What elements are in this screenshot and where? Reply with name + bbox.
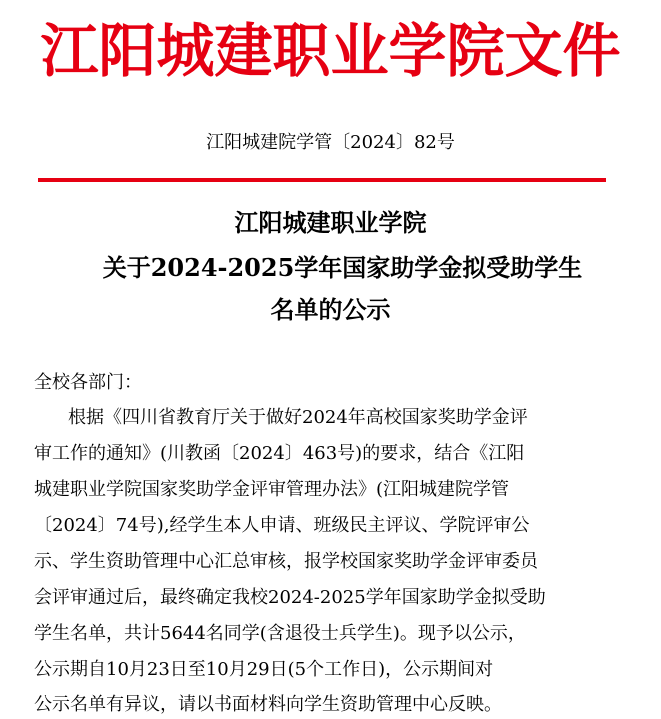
body-line: 公示名单有异议，请以书面材料向学生资助管理中心反映。 bbox=[34, 694, 502, 715]
salutation: 全校各部门： bbox=[34, 372, 142, 393]
body-line: 审工作的通知》(川教函〔2024〕463号)的要求，结合《江阳 bbox=[34, 443, 525, 464]
notice-title-line-1: 江阳城建职业学院 bbox=[234, 208, 427, 237]
body-line: 学生名单，共计5644名同学(含退役士兵学生)。现予以公示， bbox=[34, 623, 526, 644]
body-line: 城建职业学院国家奖助学金评审管理办法》(江阳城建院学管 bbox=[34, 479, 510, 500]
document-header-title: 江阳城建职业学院文件 bbox=[40, 17, 621, 85]
body-line: 示、学生资助管理中心汇总审核，报学校国家奖助学金评审委员 bbox=[34, 551, 538, 572]
body-line: 〔2024〕74号),经学生本人申请、班级民主评议、学院评审公 bbox=[34, 515, 530, 536]
body-line: 公示期自10月23日至10月29日(5个工作日)，公示期间对 bbox=[34, 659, 494, 680]
header-divider bbox=[38, 178, 606, 182]
notice-title-line-3: 名单的公示 bbox=[270, 295, 391, 324]
body-line: 根据《四川省教育厅关于做好2024年高校国家奖助学金评 bbox=[68, 407, 528, 428]
document-number: 江阳城建院学管〔2024〕82号 bbox=[206, 132, 455, 153]
notice-title-line-2: 关于2024-2025学年国家助学金拟受助学生 bbox=[102, 253, 583, 282]
body-line: 会评审通过后，最终确定我校2024-2025学年国家助学金拟受助 bbox=[34, 587, 546, 608]
